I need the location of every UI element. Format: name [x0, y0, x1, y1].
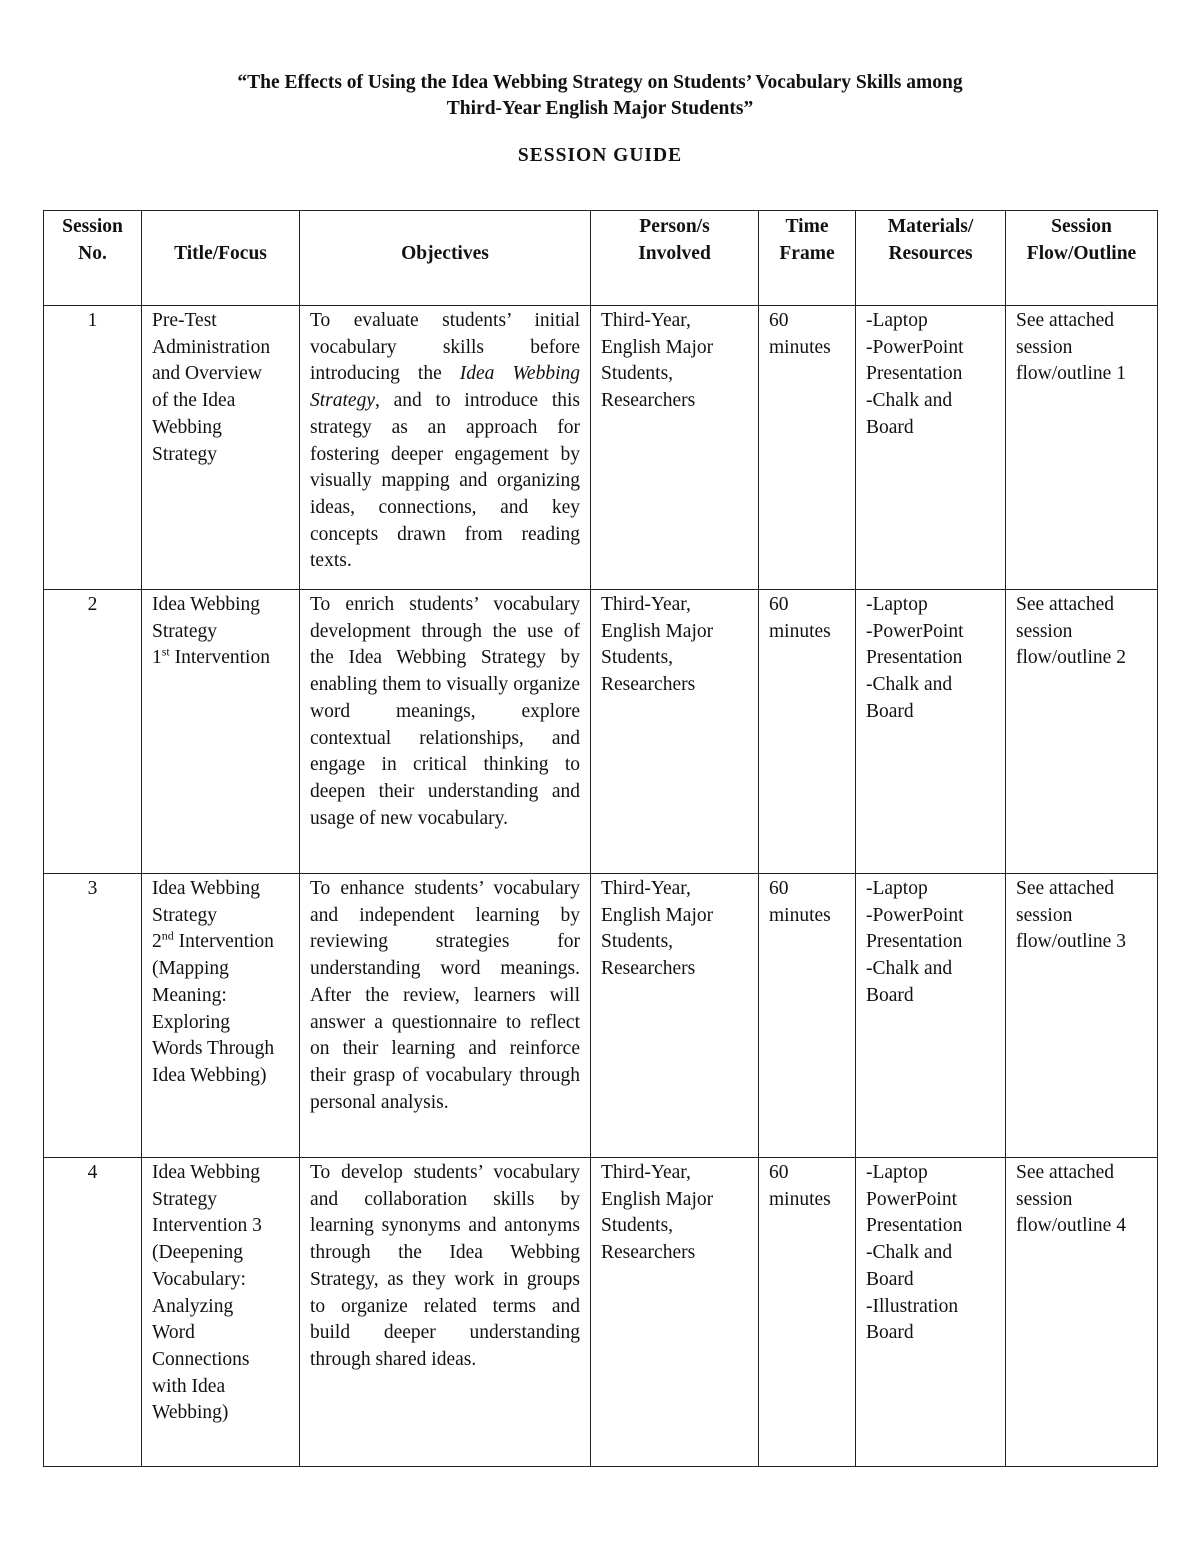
title-line-2: Third-Year English Major Students”: [446, 98, 754, 119]
session-title: Idea Webbing Strategy 2nd Intervention (Mapping Meaning: Exploring Words Through Idea Webbing): [142, 874, 300, 1158]
session-title: Pre-Test Administration and Overview of the Idea Webbing Strategy: [142, 306, 300, 590]
table-row: [44, 306, 1158, 590]
session-objective: To enhance students’ vocabulary and independent learning by reviewing strategies for understanding word meanings. After the review, learners will answer a questionnaire to reflect on their learning and reinforce their grasp of vocabulary through personal analysis.: [300, 874, 591, 1158]
session-title: Idea Webbing Strategy Intervention 3 (Deepening Vocabulary: Analyzing Word Connections with Idea Webbing): [142, 1158, 300, 1467]
session-number: 2: [44, 590, 142, 874]
session-guide-table: [43, 210, 1158, 1467]
session-persons: Third-Year, English Major Students, Researchers: [591, 306, 759, 590]
session-materials: -Laptop PowerPoint Presentation -Chalk and Board -Illustration Board: [856, 1158, 1006, 1467]
header-time-frame: Time Frame: [759, 211, 856, 306]
header-persons-involved: Person/s Involved: [591, 211, 759, 306]
session-flow: See attached session flow/outline 4: [1006, 1158, 1158, 1467]
header-session-no: Session No.: [44, 211, 142, 306]
session-time: 60 minutes: [759, 306, 856, 590]
session-materials: -Laptop -PowerPoint Presentation -Chalk and Board: [856, 874, 1006, 1158]
session-flow: See attached session flow/outline 3: [1006, 874, 1158, 1158]
document-title: [0, 70, 1200, 122]
session-persons: Third-Year, English Major Students, Researchers: [591, 590, 759, 874]
table-row: [44, 590, 1158, 874]
session-objective: To evaluate students’ initial vocabulary skills before introducing the Idea Webbing Strategy, and to introduce this strategy as an approach for fostering deeper engagement by visually mapping and organizing ideas, connections, and key concepts drawn from reading texts.: [300, 306, 591, 590]
session-materials: -Laptop -PowerPoint Presentation -Chalk and Board: [856, 590, 1006, 874]
header-session-flow: Session Flow/Outline: [1006, 211, 1158, 306]
session-guide-heading: SESSION GUIDE: [517, 145, 683, 166]
header-title-focus: Title/Focus: [142, 211, 300, 306]
header-materials-resources: Materials/ Resources: [856, 211, 1006, 306]
session-persons: Third-Year, English Major Students, Researchers: [591, 874, 759, 1158]
session-title: Idea Webbing Strategy 1st Intervention: [142, 590, 300, 874]
header-objectives: Objectives: [300, 211, 591, 306]
session-objective: To enrich students’ vocabulary development through the use of the Idea Webbing Strategy by enabling them to visually organize word meanings, explore contextual relationships, and engage in critical thinking to deepen their understanding and usage of new vocabulary.: [300, 590, 591, 874]
session-number: 4: [44, 1158, 142, 1467]
session-objective: To develop students’ vocabulary and collaboration skills by learning synonyms and antonyms through the Idea Webbing Strategy, as they work in groups to organize related terms and build deeper understanding through shared ideas.: [300, 1158, 591, 1467]
session-time: 60 minutes: [759, 590, 856, 874]
table-row: [44, 874, 1158, 1158]
session-time: 60 minutes: [759, 1158, 856, 1467]
header-row: [44, 211, 1158, 306]
session-time: 60 minutes: [759, 874, 856, 1158]
table-row: [44, 1158, 1158, 1467]
session-flow: See attached session flow/outline 2: [1006, 590, 1158, 874]
title-line-1: “The Effects of Using the Idea Webbing Strategy on Students’ Vocabulary Skills among: [237, 72, 963, 93]
session-number: 1: [44, 306, 142, 590]
session-flow: See attached session flow/outline 1: [1006, 306, 1158, 590]
session-materials: -Laptop -PowerPoint Presentation -Chalk and Board: [856, 306, 1006, 590]
session-persons: Third-Year, English Major Students, Researchers: [591, 1158, 759, 1467]
session-number: 3: [44, 874, 142, 1158]
